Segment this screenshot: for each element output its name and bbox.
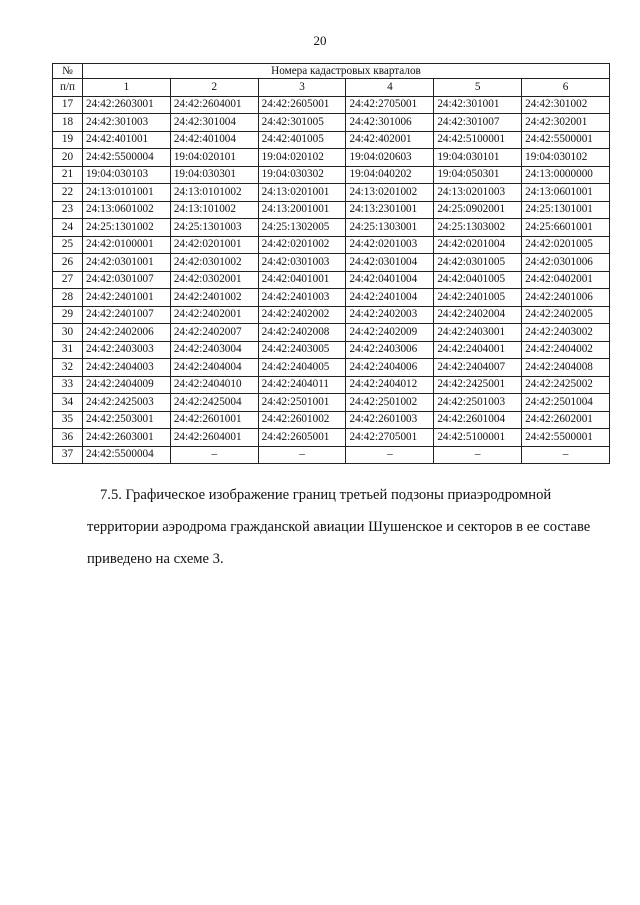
cadastral-number-cell: 24:42:2401003 [258, 289, 346, 307]
cadastral-number-cell: 24:42:2604001 [170, 96, 258, 114]
cadastral-number-cell: 24:42:301006 [346, 114, 434, 132]
cadastral-number-cell: 24:42:0301007 [83, 271, 171, 289]
cadastral-number-cell: 24:42:0301002 [170, 254, 258, 272]
cadastral-number-cell: 24:42:5100001 [434, 429, 522, 447]
cadastral-number-cell: 24:42:2501003 [434, 394, 522, 412]
row-number: 32 [53, 359, 83, 377]
table-row [53, 429, 610, 447]
cadastral-number-cell: 24:13:101002 [170, 201, 258, 219]
cadastral-number-cell: 19:04:030101 [434, 149, 522, 167]
table-row [53, 394, 610, 412]
table-row [53, 166, 610, 184]
table-row [53, 184, 610, 202]
table-row [53, 289, 610, 307]
cadastral-number-cell: – [522, 446, 610, 464]
row-number: 27 [53, 271, 83, 289]
cadastral-number-cell: 24:42:2425003 [83, 394, 171, 412]
cadastral-number-cell: 24:42:301007 [434, 114, 522, 132]
cadastral-number-cell: 24:42:2501001 [258, 394, 346, 412]
header-column-5: 5 [434, 79, 522, 97]
cadastral-number-cell: 24:42:2603001 [83, 429, 171, 447]
cadastral-number-cell: 24:42:0100001 [83, 236, 171, 254]
cadastral-number-cell: 24:42:2402005 [522, 306, 610, 324]
cadastral-number-cell: 24:42:2404003 [83, 359, 171, 377]
cadastral-number-cell: 24:42:0302001 [170, 271, 258, 289]
row-number: 25 [53, 236, 83, 254]
cadastral-number-cell: 24:13:0601002 [83, 201, 171, 219]
table-row [53, 96, 610, 114]
cadastral-number-cell: 24:13:0101001 [83, 184, 171, 202]
cadastral-number-cell: 24:42:5500001 [522, 131, 610, 149]
cadastral-number-cell: 24:42:301003 [83, 114, 171, 132]
table-header-row-1 [53, 64, 610, 79]
cadastral-number-cell: 24:42:402001 [346, 131, 434, 149]
cadastral-number-cell: 24:42:0301005 [434, 254, 522, 272]
cadastral-number-cell: 24:42:2403001 [434, 324, 522, 342]
cadastral-number-cell: 24:42:2425004 [170, 394, 258, 412]
cadastral-number-cell: 24:42:0201005 [522, 236, 610, 254]
cadastral-number-cell: 24:42:0201002 [258, 236, 346, 254]
cadastral-number-cell: 24:13:0000000 [522, 166, 610, 184]
row-number: 31 [53, 341, 83, 359]
cadastral-number-cell: 24:42:2605001 [258, 96, 346, 114]
table-row [53, 271, 610, 289]
cadastral-number-cell: 24:42:0201004 [434, 236, 522, 254]
header-column-4: 4 [346, 79, 434, 97]
cadastral-number-cell: 24:42:0402001 [522, 271, 610, 289]
cadastral-number-cell: 24:42:2404009 [83, 376, 171, 394]
cadastral-number-cell: 24:42:2404001 [434, 341, 522, 359]
cadastral-number-cell: 24:25:1301001 [522, 201, 610, 219]
cadastral-number-cell: – [346, 446, 434, 464]
row-number: 22 [53, 184, 83, 202]
cadastral-number-cell: 24:42:2403002 [522, 324, 610, 342]
page-number: 20 [313, 33, 327, 48]
paragraph-line: территории аэродрома гражданской авиации Шушенское и секторов в ее составе [87, 519, 591, 535]
cadastral-number-cell: 24:13:0201003 [434, 184, 522, 202]
table-row [53, 131, 610, 149]
cadastral-number-cell: 24:13:0201002 [346, 184, 434, 202]
cadastral-number-cell: 19:04:020101 [170, 149, 258, 167]
row-number: 33 [53, 376, 83, 394]
table-row [53, 324, 610, 342]
cadastral-number-cell: 24:42:2402003 [346, 306, 434, 324]
cadastral-number-cell: 24:42:301001 [434, 96, 522, 114]
table-row [53, 446, 610, 464]
cadastral-number-cell: – [170, 446, 258, 464]
header-column-1: 1 [83, 79, 171, 97]
row-number: 36 [53, 429, 83, 447]
table-row [53, 341, 610, 359]
cadastral-number-cell: 24:42:5500004 [83, 149, 171, 167]
cadastral-number-cell: 24:42:2402006 [83, 324, 171, 342]
table-row [53, 236, 610, 254]
paragraph-line: приведено на схеме 3. [87, 551, 224, 567]
cadastral-number-cell: – [434, 446, 522, 464]
cadastral-number-cell: 24:42:5100001 [434, 131, 522, 149]
cadastral-number-cell: 19:04:030302 [258, 166, 346, 184]
table-row [53, 254, 610, 272]
cadastral-number-cell: 24:13:0201001 [258, 184, 346, 202]
cadastral-number-cell: 24:42:2403003 [83, 341, 171, 359]
cadastral-number-cell: 24:42:2401007 [83, 306, 171, 324]
cadastral-number-cell: 24:42:2404011 [258, 376, 346, 394]
cadastral-number-cell: 24:42:2601003 [346, 411, 434, 429]
cadastral-number-cell: 24:42:2402004 [434, 306, 522, 324]
cadastral-number-cell: 24:42:2401001 [83, 289, 171, 307]
cadastral-number-cell: 24:42:2604001 [170, 429, 258, 447]
cadastral-number-cell: 24:42:2403004 [170, 341, 258, 359]
row-number: 29 [53, 306, 83, 324]
row-number: 30 [53, 324, 83, 342]
cadastral-number-cell: 19:04:040202 [346, 166, 434, 184]
cadastral-number-cell: 24:42:401005 [258, 131, 346, 149]
row-number: 37 [53, 446, 83, 464]
cadastral-number-cell: 24:42:0401001 [258, 271, 346, 289]
cadastral-number-cell: 24:42:2705001 [346, 429, 434, 447]
header-number-sign: № [53, 64, 83, 79]
cadastral-number-cell: 24:13:0601001 [522, 184, 610, 202]
cadastral-number-cell: 24:42:2404002 [522, 341, 610, 359]
cadastral-number-cell: 24:42:401004 [170, 131, 258, 149]
cadastral-number-cell: 24:42:2403006 [346, 341, 434, 359]
cadastral-number-cell: 24:42:2402008 [258, 324, 346, 342]
row-number: 28 [53, 289, 83, 307]
cadastral-number-cell: 19:04:020102 [258, 149, 346, 167]
cadastral-number-cell: – [258, 446, 346, 464]
row-number: 26 [53, 254, 83, 272]
cadastral-number-cell: 24:42:0301006 [522, 254, 610, 272]
cadastral-number-cell: 24:42:2605001 [258, 429, 346, 447]
cadastral-number-cell: 24:42:401001 [83, 131, 171, 149]
cadastral-number-cell: 24:42:0401005 [434, 271, 522, 289]
cadastral-number-cell: 24:25:1301003 [170, 219, 258, 237]
header-cadastral-numbers: Номера кадастровых кварталов [83, 64, 610, 79]
cadastral-number-cell: 19:04:030301 [170, 166, 258, 184]
table-row [53, 376, 610, 394]
cadastral-number-cell: 24:42:301002 [522, 96, 610, 114]
header-column-3: 3 [258, 79, 346, 97]
cadastral-number-cell: 24:42:0301004 [346, 254, 434, 272]
cadastral-number-cell: 24:25:1303001 [346, 219, 434, 237]
cadastral-number-cell: 24:42:2425001 [434, 376, 522, 394]
row-number: 23 [53, 201, 83, 219]
cadastral-number-cell: 24:42:302001 [522, 114, 610, 132]
cadastral-number-cell: 24:42:2705001 [346, 96, 434, 114]
table-row [53, 359, 610, 377]
cadastral-number-cell: 24:42:2403005 [258, 341, 346, 359]
cadastral-number-cell: 24:42:5500004 [83, 446, 171, 464]
cadastral-number-cell: 19:04:030103 [83, 166, 171, 184]
table-row [53, 411, 610, 429]
cadastral-number-cell: 24:42:2401002 [170, 289, 258, 307]
cadastral-number-cell: 24:42:2404004 [170, 359, 258, 377]
cadastral-number-cell: 24:42:2404008 [522, 359, 610, 377]
cadastral-number-cell: 24:42:2402001 [170, 306, 258, 324]
row-number: 20 [53, 149, 83, 167]
cadastral-number-cell: 24:42:2603001 [83, 96, 171, 114]
row-number: 17 [53, 96, 83, 114]
cadastral-number-cell: 24:25:6601001 [522, 219, 610, 237]
cadastral-number-cell: 24:42:2601004 [434, 411, 522, 429]
cadastral-number-cell: 24:42:0201001 [170, 236, 258, 254]
table-row [53, 306, 610, 324]
cadastral-number-cell: 24:42:2401004 [346, 289, 434, 307]
table-row [53, 149, 610, 167]
cadastral-number-cell: 24:42:301005 [258, 114, 346, 132]
cadastral-number-cell: 24:42:5500001 [522, 429, 610, 447]
cadastral-number-cell: 24:42:0401004 [346, 271, 434, 289]
cadastral-number-cell: 24:42:2602001 [522, 411, 610, 429]
cadastral-number-cell: 24:42:2402007 [170, 324, 258, 342]
table-row [53, 201, 610, 219]
cadastral-number-cell: 24:13:2301001 [346, 201, 434, 219]
header-column-2: 2 [170, 79, 258, 97]
row-number: 21 [53, 166, 83, 184]
row-number: 19 [53, 131, 83, 149]
cadastral-number-cell: 24:42:2402009 [346, 324, 434, 342]
paragraph-line: 7.5. Графическое изображение границ третьей подзоны приаэродромной [100, 487, 552, 503]
cadastral-number-cell: 24:25:1301002 [83, 219, 171, 237]
cadastral-number-cell: 24:42:2404007 [434, 359, 522, 377]
cadastral-number-cell: 24:25:1303002 [434, 219, 522, 237]
cadastral-table [52, 63, 610, 464]
cadastral-number-cell: 24:42:2501004 [522, 394, 610, 412]
cadastral-number-cell: 19:04:020603 [346, 149, 434, 167]
cadastral-number-cell: 24:13:2001001 [258, 201, 346, 219]
table-body [53, 96, 610, 464]
cadastral-number-cell: 24:42:0301003 [258, 254, 346, 272]
cadastral-number-cell: 19:04:030102 [522, 149, 610, 167]
cadastral-number-cell: 24:42:2425002 [522, 376, 610, 394]
row-number: 35 [53, 411, 83, 429]
cadastral-number-cell: 24:13:0101002 [170, 184, 258, 202]
table-row [53, 219, 610, 237]
cadastral-number-cell: 24:42:0201003 [346, 236, 434, 254]
cadastral-number-cell: 24:42:2404005 [258, 359, 346, 377]
cadastral-number-cell: 24:42:2401005 [434, 289, 522, 307]
cadastral-number-cell: 24:42:2501002 [346, 394, 434, 412]
cadastral-number-cell: 24:42:301004 [170, 114, 258, 132]
cadastral-number-cell: 24:25:1302005 [258, 219, 346, 237]
cadastral-number-cell: 24:42:2401006 [522, 289, 610, 307]
cadastral-number-cell: 24:42:2402002 [258, 306, 346, 324]
cadastral-number-cell: 24:42:2503001 [83, 411, 171, 429]
cadastral-number-cell: 24:42:0301001 [83, 254, 171, 272]
cadastral-number-cell: 24:42:2404012 [346, 376, 434, 394]
cadastral-number-cell: 24:42:2404006 [346, 359, 434, 377]
row-number: 24 [53, 219, 83, 237]
paragraph-7-5 [87, 479, 610, 575]
cadastral-number-cell: 24:25:0902001 [434, 201, 522, 219]
header-column-6: 6 [522, 79, 610, 97]
table-row [53, 114, 610, 132]
row-number: 18 [53, 114, 83, 132]
table-header-row-2 [53, 79, 610, 97]
cadastral-number-cell: 24:42:2601002 [258, 411, 346, 429]
cadastral-number-cell: 19:04:050301 [434, 166, 522, 184]
cadastral-number-cell: 24:42:2404010 [170, 376, 258, 394]
row-number: 34 [53, 394, 83, 412]
cadastral-number-cell: 24:42:2601001 [170, 411, 258, 429]
header-serial-number: п/п [53, 79, 83, 97]
